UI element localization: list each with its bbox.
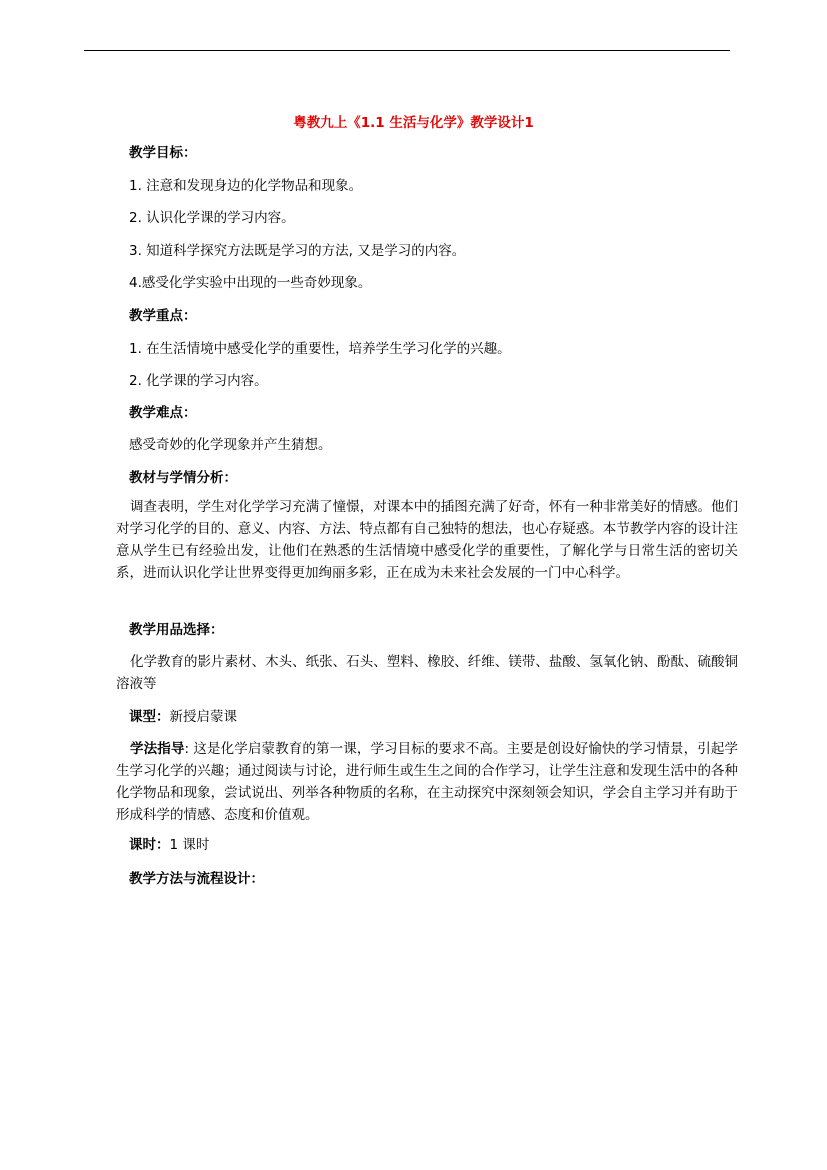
key-point-item: 1. 在生活情境中感受化学的重要性，培养学生学习化学的兴趣。 bbox=[129, 341, 511, 357]
hours-value: 1 课时 bbox=[169, 837, 210, 853]
difficulty-text: 感受奇妙的化学现象并产生猜想。 bbox=[129, 437, 332, 453]
materials-heading: 教学用品选择： bbox=[129, 622, 224, 638]
goal-item: 1. 注意和发现身边的化学物品和现象。 bbox=[129, 178, 363, 194]
header-rule bbox=[84, 50, 730, 51]
method-text: : 这是化学启蒙教育的第一课，学习目标的要求不高。主要是创设好愉快的学习情景，引起学生学习化学的兴趣；通过阅读与讨论，进行师生或生生之间的合作学习，让学生注意和发现生活中的各种化学物品和现象，尝试说出、列举各种物质的名称，在主动探究中深刻领会知识，学会自主学习并有助于形成科学的情感、态度和价值观。 bbox=[116, 741, 738, 823]
lesson-type-line bbox=[129, 708, 237, 726]
goal-item: 4.感受化学实验中出现的一些奇妙现象。 bbox=[129, 275, 372, 291]
materials-paragraph: 化学教育的影片素材、木头、纸张、石头、塑料、橡胶、纤维、镁带、盐酸、氢氧化钠、酚酞、硫酸铜溶液等 bbox=[116, 654, 738, 692]
process-heading: 教学方法与流程设计： bbox=[129, 871, 264, 887]
analysis-paragraph: 调查表明，学生对化学学习充满了憧憬，对课本中的插图充满了好奇，怀有一种非常美好的情感。他们对学习化学的目的、意义、内容、方法、特点都有自己独特的想法，也心存疑惑。本节教学内容的设计注意从学生已有经验出发，让他们在熟悉的生活情境中感受化学的重要性，了解化学与日常生活的密切关系，进而认识化学让世界变得更加绚丽多彩，正在成为未来社会发展的一门中心科学。 bbox=[116, 499, 738, 581]
hours-label: 课时： bbox=[129, 837, 170, 853]
goals-heading: 教学目标： bbox=[129, 145, 197, 161]
analysis-heading: 教材与学情分析： bbox=[129, 470, 237, 486]
hours-line bbox=[129, 836, 209, 854]
method-paragraph bbox=[116, 738, 738, 826]
lesson-type-value: 新授启蒙课 bbox=[169, 709, 237, 725]
key-points-heading: 教学重点： bbox=[129, 308, 197, 324]
method-label: 学法指导 bbox=[130, 741, 185, 757]
difficulty-heading: 教学难点： bbox=[129, 405, 197, 421]
goal-item: 2. 认识化学课的学习内容。 bbox=[129, 210, 295, 226]
goal-item: 3. 知道科学探究方法既是学习的方法, 又是学习的内容。 bbox=[129, 243, 466, 259]
document-title: 粤教九上《1.1 生活与化学》教学设计1 bbox=[293, 115, 534, 131]
lesson-type-label: 课型： bbox=[129, 709, 170, 725]
key-point-item: 2. 化学课的学习内容。 bbox=[129, 373, 268, 389]
